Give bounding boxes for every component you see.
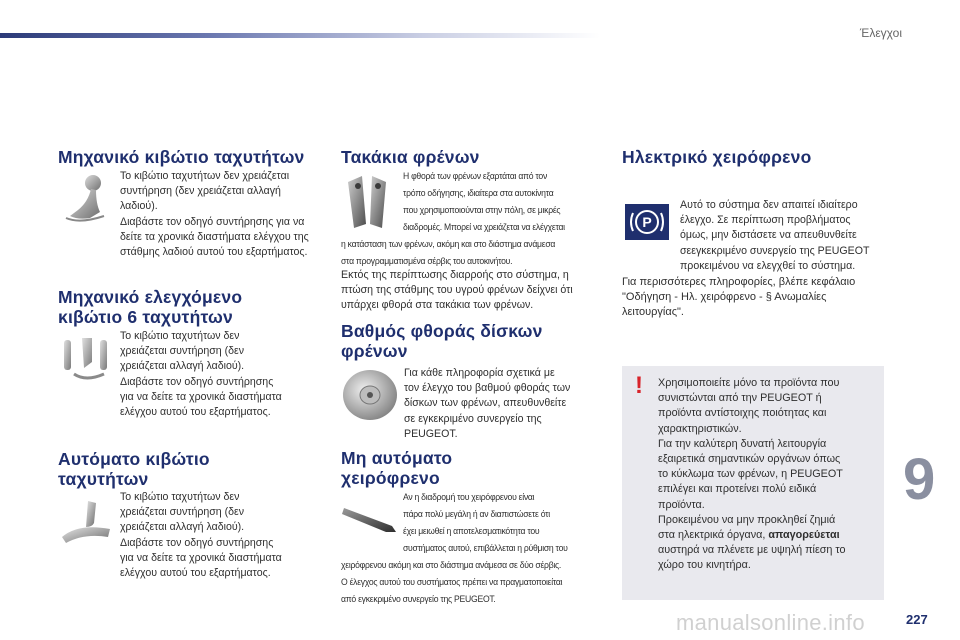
electric-parking-brake-icon	[625, 204, 669, 240]
electric-parking-brake-reference: Για περισσότερες πληροφορίες, βλέπε κεφάλαιο "Οδήγηση - Ηλ. χειρόφρενο - § Ανωμαλίες λειτουργίας".	[622, 276, 856, 319]
manual-handbrake-narrow-text: Αν η διαδρομή του χειρόφρενου είναι πάρα πολύ μεγάλη ή αν διαπιστώσετε ότι έχει μειωθεί η αποτελεσματικότητα του συστήματος αυτού, επιβάλλεται η ρύθμιση του	[403, 492, 568, 555]
piloted-gearbox-heading-line2: κιβώτιο 6 ταχυτήτων	[58, 307, 233, 327]
manual-handbrake-heading	[341, 448, 452, 488]
brake-pads-narrow-text: Η φθορά των φρένων εξαρτάται από τον τρόπο οδήγησης, ιδιαίτερα στα αυτοκίνητα που χρησιμοποιούνται στην πόλη, σε μικρές διαδρομές. Μπορεί να χρειάζεται να ελέγχεται	[403, 171, 565, 234]
brake-pads-text: Εκτός της περίπτωσης διαρροής στο σύστημα, η πτώση της στάθμης του υγρού φρένων δείχνει ότι υπάρχει φθορά στα τακάκια των φρένων.	[341, 269, 573, 312]
page-number: 227	[906, 612, 928, 627]
brake-pad-icon	[342, 172, 398, 230]
piloted-gearbox-heading	[58, 287, 242, 327]
brake-pads-heading: Τακάκια φρένων	[341, 147, 480, 167]
piloted-gearbox-text: Το κιβώτιο ταχυτήτων δεν χρειάζεται συντήρηση (δεν χρειάζεται αλλαγή λαδιού). Διαβάστε τον οδηγό συντήρησης για να δείτε τα χρονικά διαστήματα ελέγχου αυτού του εξαρτήματος.	[120, 330, 282, 419]
warning-exclamation-icon: !	[635, 372, 643, 399]
handbrake-lever-icon	[340, 500, 402, 534]
brake-disc-icon	[340, 367, 400, 423]
automatic-gearbox-heading-line2: ταχυτήτων	[58, 469, 149, 489]
section-title: Έλεγχοι	[859, 26, 902, 40]
manual-handbrake-narrow-text-wide: χειρόφρενου ακόμη και στο διάστημα ανάμεσα σε δύο σέρβις. Ο έλεγχος αυτού του συστήματος πρέπει να πραγματοποιείται από εγκεκριμένο συνεργείο της PEUGEOT.	[341, 560, 563, 606]
header-gradient-bar	[0, 33, 600, 38]
piloted-gear-lever-icon	[60, 334, 112, 384]
manual-gearbox-text: Το κιβώτιο ταχυτήτων δεν χρειάζεται συντήρηση (δεν χρειάζεται αλλαγή λαδιού). Διαβάστε τον οδηγό συντήρησης για να δείτε τα χρονικά διαστήματα ελέγχου της στάθμης λαδιού αυτού του εξαρτήματος.	[120, 170, 309, 259]
warning-bold-word: απαγορεύεται	[768, 529, 840, 542]
disc-wear-heading-line1: Βαθμός φθοράς δίσκων	[341, 321, 543, 341]
manual-gearbox-heading: Μηχανικό κιβώτιο ταχυτήτων	[58, 147, 305, 167]
parking-brake-letter: P	[642, 214, 652, 230]
disc-wear-heading	[341, 321, 543, 361]
warning-text: Χρησιμοποιείτε μόνο τα προϊόντα που συνιστώνται από την PEUGEOT ή προϊόντα αντίστοιχης ποιότητας και χαρακτηριστικών. Για την καλύτερη δυνατή λειτουργία εξαιρετικά σημαντικών οργάνων όπως το κύκλωμα των φρένων, η PEUGEOT επιλέγει και προτείνει πολύ ειδικά προϊόντα. Προκειμένου να μην προκληθεί ζημιά στα ηλεκτρικά όργανα, απαγορεύεται αυστηρά να πλένετε με υψηλή πίεση το χώρο του κινητήρα.	[658, 377, 846, 572]
automatic-gear-selector-icon	[58, 497, 114, 547]
automatic-gearbox-heading	[58, 449, 210, 489]
disc-wear-text: Για κάθε πληροφορία σχετικά με τον έλεγχο του βαθμού φθοράς των δίσκων των φρένων, απευθυνθείτε σε εγκεκριμένο συνεργείο της PEUGEOT.	[404, 367, 571, 440]
piloted-gearbox-heading-line1: Μηχανικό ελεγχόμενο	[58, 287, 243, 307]
disc-wear-heading-line2: φρένων	[341, 341, 408, 361]
chapter-number: 9	[903, 447, 936, 512]
automatic-gearbox-text: Το κιβώτιο ταχυτήτων δεν χρειάζεται συντήρηση (δεν χρειάζεται αλλαγή λαδιού). Διαβάστε τον οδηγό συντήρησης για να δείτε τα χρονικά διαστήματα ελέγχου αυτού του εξαρτήματος.	[120, 491, 282, 580]
automatic-gearbox-heading-line1: Αυτόματο κιβώτιο	[58, 449, 210, 469]
brake-pads-narrow-text-wide: η κατάσταση των φρένων, ακόμη και στο διάστημα ανάμεσα στα προγραμματισμένα σέρβις του αυτοκινήτου.	[341, 239, 556, 268]
manual-handbrake-heading-line1: Μη αυτόματο	[341, 448, 453, 468]
electric-parking-brake-text: Αυτό το σύστημα δεν απαιτεί ιδιαίτερο έλεγχο. Σε περίπτωση προβλήματος όμως, μην διστάσετε να απευθυνθείτε σεεγκεκριμένο συνεργείο της PEUGEOT προκειμένου να ελεγχθεί το σύστημα.	[680, 199, 870, 272]
manual-gear-lever-icon	[60, 172, 112, 224]
manual-handbrake-heading-line2: χειρόφρενο	[341, 468, 440, 488]
electric-parking-brake-heading: Ηλεκτρικό χειρόφρενο	[622, 147, 812, 167]
watermark: manualsonline.info	[676, 610, 865, 635]
